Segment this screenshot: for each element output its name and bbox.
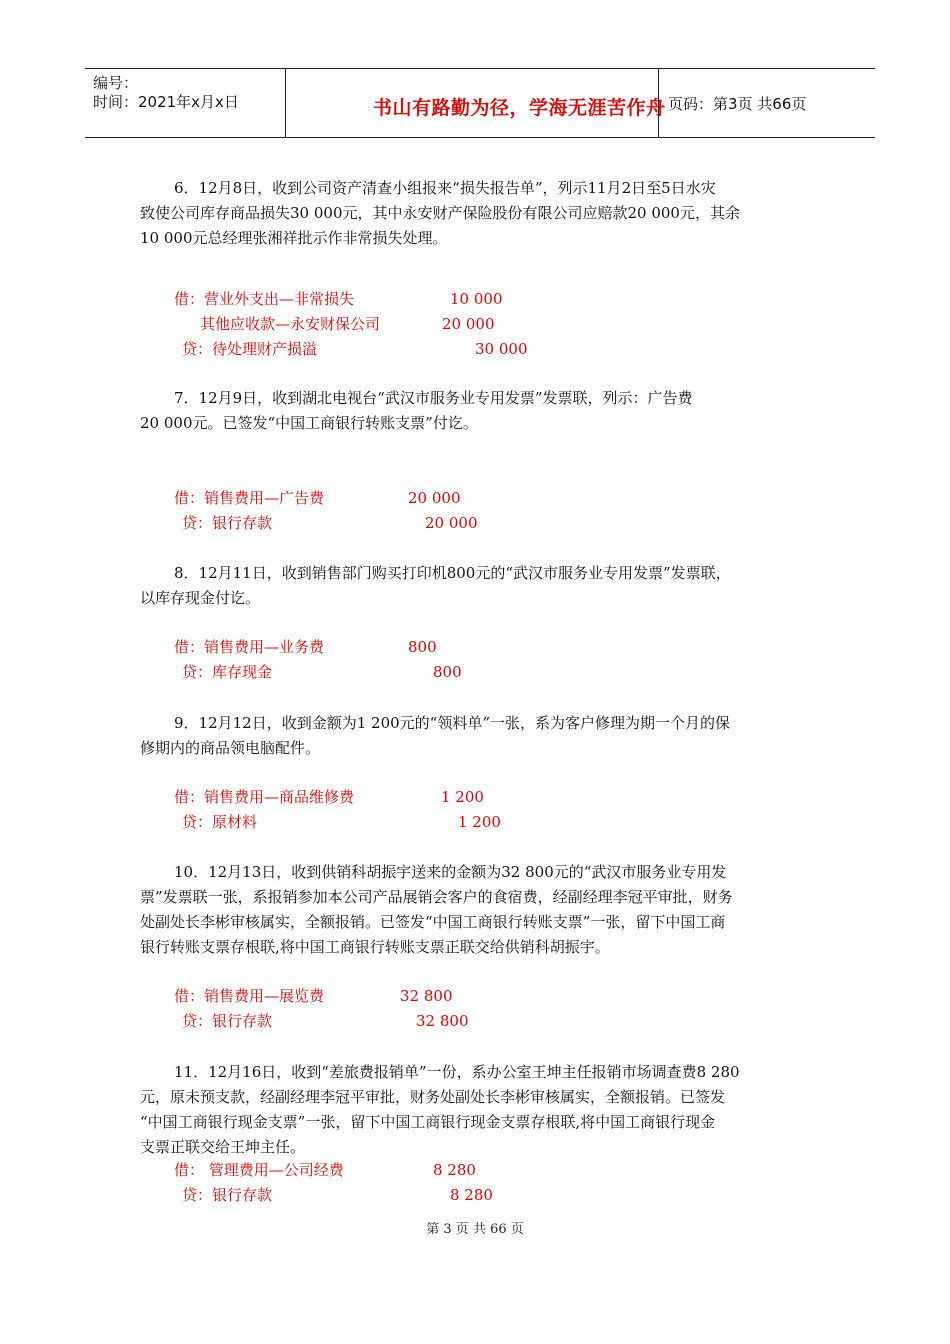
- text-line: 元，原未预支款，经副经理李冠平审批，财务处副处长李彬审核属实，全额报销。已签发: [140, 1088, 726, 1106]
- page-header: [85, 68, 875, 138]
- entry-8-text: [140, 561, 820, 611]
- entry-6-text: [140, 176, 820, 251]
- page-info: 页码：第3页 共66页: [668, 95, 807, 113]
- entry-9-text: [140, 711, 820, 761]
- text-line: 修期内的商品领电脑配件。: [140, 739, 321, 757]
- journal-amount: 1 200: [441, 788, 484, 806]
- journal-amount: 32 800: [416, 1012, 469, 1030]
- text-line: 以库存现金付讫。: [140, 589, 261, 607]
- journal-account: 贷：银行存款: [182, 1012, 273, 1030]
- text-line: 致使公司库存商品损失30 000元，其中永安财产保险股份有限公司应赔款20 000元，其余: [140, 204, 740, 222]
- journal-account: 贷：库存现金: [182, 663, 273, 681]
- entry-7-text: [140, 386, 820, 436]
- journal-account: 借：营业外支出—非常损失: [174, 290, 355, 308]
- journal-amount: 800: [408, 638, 437, 656]
- entry-11-text: [140, 1060, 820, 1160]
- text-line: 11．12月16日，收到“差旅费报销单”一份，系办公室王坤主任报销市场调查费8 280: [174, 1063, 740, 1081]
- text-line: 支票正联交给王坤主任。: [140, 1138, 306, 1156]
- text-line: 票”发票联一张，系报销参加本公司产品展销会客户的食宿费，经副经理李冠平审批，财务: [140, 888, 733, 906]
- text-line: 20 000元。已签发“中国工商银行转账支票”付讫。: [140, 414, 478, 432]
- text-line: 10 000元总经理张湘祥批示作非常损失处理。: [140, 229, 448, 247]
- text-line: 银行转账支票存根联,将中国工商银行转账支票正联交给供销科胡振宇。: [140, 938, 610, 956]
- header-divider-right: [658, 69, 659, 137]
- journal-account: 贷：原材料: [182, 813, 258, 831]
- text-line: 10．12月13日，收到供销科胡振宇送来的金额为32 800元的“武汉市服务业专用发: [174, 863, 727, 881]
- journal-account: 其他应收款—永安财保公司: [200, 315, 381, 333]
- serial-label: 编号：: [93, 74, 139, 92]
- header-divider-left: [285, 69, 286, 137]
- journal-amount: 800: [433, 663, 462, 681]
- text-line: 处副处长李彬审核属实，全额报销。已签发“中国工商银行转账支票”一张，留下中国工商: [140, 913, 726, 931]
- journal-account: 借：销售费用—商品维修费: [174, 788, 355, 806]
- journal-amount: 8 280: [450, 1186, 493, 1204]
- journal-account: 借：销售费用—业务费: [174, 638, 325, 656]
- text-line: 9．12月12日，收到金额为1 200元的“领料单”一张，系为客户修理为期一个月的保: [174, 714, 730, 732]
- text-line: 6．12月8日，收到公司资产清查小组报来“损失报告单”，列示11月2日至5日水灾: [174, 179, 716, 197]
- journal-account: 借：销售费用—广告费: [174, 489, 325, 507]
- journal-amount: 20 000: [425, 514, 478, 532]
- journal-amount: 20 000: [442, 315, 495, 333]
- page-footer: [0, 1218, 950, 1237]
- journal-account: 贷：待处理财产损溢: [182, 340, 318, 358]
- journal-amount: 10 000: [450, 290, 503, 308]
- journal-account: 贷：银行存款: [182, 514, 273, 532]
- entry-10-text: [140, 860, 820, 960]
- journal-amount: 32 800: [400, 987, 453, 1005]
- journal-account: 贷：银行存款: [182, 1186, 273, 1204]
- journal-account: 借： 管理费用—公司经费: [174, 1161, 344, 1179]
- footer-page-number: 第 3 页 共 66 页: [426, 1222, 524, 1237]
- text-line: 7．12月9日，收到湖北电视台“武汉市服务业专用发票”发票联，列示：广告费: [174, 389, 693, 407]
- journal-amount: 20 000: [408, 489, 461, 507]
- journal-account: 借：销售费用—展览费: [174, 987, 325, 1005]
- journal-amount: 8 280: [433, 1161, 476, 1179]
- text-line: 8．12月11日，收到销售部门购买打印机800元的“武汉市服务业专用发票”发票联，: [174, 564, 731, 582]
- journal-amount: 30 000: [475, 340, 528, 358]
- motto: 书山有路勤为径，学海无涯苦作舟: [373, 97, 666, 119]
- text-line: “中国工商银行现金支票”一张，留下中国工商银行现金支票存根联,将中国工商银行现金: [140, 1113, 716, 1131]
- journal-amount: 1 200: [458, 813, 501, 831]
- time-label: 时间：2021年x月x日: [93, 93, 239, 111]
